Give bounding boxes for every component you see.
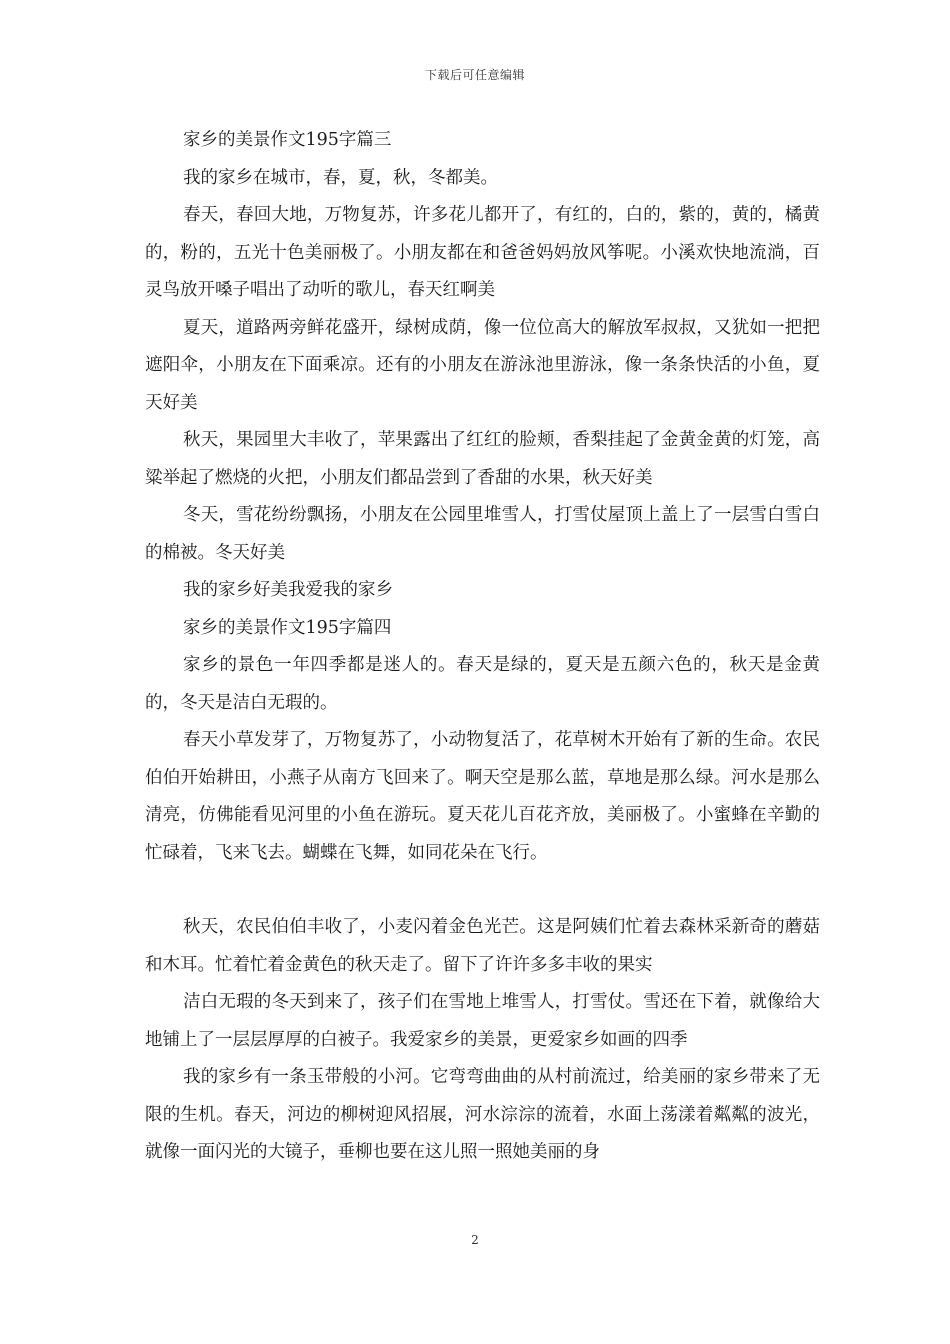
paragraph: 秋天，农民伯伯丰收了，小麦闪着金色光芒。这是阿姨们忙着去森林采新奇的蘑菇和木耳。忙着忙着金黄色的秋天走了。留下了许许多多丰收的果实 — [145, 917, 820, 975]
paragraph: 洁白无瑕的冬天到来了，孩子们在雪地上堆雪人，打雪仗。雪还在下着，就像给大地铺上了一层层厚厚的白被子。我爱家乡的美景，更爱家乡如画的四季 — [145, 992, 820, 1050]
paragraph: 我的家乡好美我爱我的家乡 — [183, 580, 393, 600]
paragraph: 夏天，道路两旁鲜花盛开，绿树成荫，像一位位高大的解放军叔叔，又犹如一把把遮阳伞，小朋友在下面乘凉。还有的小朋友在游泳池里游泳，像一条条快活的小鱼，夏天好美 — [145, 317, 820, 413]
section-title-4: 家乡的美景作文195字篇四 — [183, 617, 392, 638]
paragraph: 我的家乡在城市，春，夏，秋，冬都美。 — [183, 167, 498, 188]
paragraph: 冬天，雪花纷纷飘扬，小朋友在公园里堆雪人，打雪仗屋顶上盖上了一层雪白雪白的棉被。冬天好美 — [145, 505, 820, 563]
paragraph: 家乡的景色一年四季都是迷人的。春天是绿的，夏天是五颜六色的，秋天是金黄的，冬天是洁白无瑕的。 — [145, 655, 820, 713]
section-title-3: 家乡的美景作文195字篇三 — [183, 130, 392, 150]
paragraph: 春天，春回大地，万物复苏，许多花儿都开了，有红的，白的，紫的，黄的，橘黄的，粉的，五光十色美丽极了。小朋友都在和爸爸妈妈放风筝呢。小溪欢快地流淌，百灵鸟放开嗓子唱出了动听的歌儿，春天红啊美 — [145, 205, 820, 300]
paragraph: 秋天，果园里大丰收了，苹果露出了红红的脸颊，香梨挂起了金黄金黄的灯笼，高粱举起了燃烧的火把，小朋友们都品尝到了香甜的水果，秋天好美 — [145, 430, 820, 488]
page-number: 2 — [471, 1233, 479, 1247]
paragraph: 我的家乡有一条玉带般的小河。它弯弯曲曲的从村前流过，给美丽的家乡带来了无限的生机。春天，河边的柳树迎风招展，河水淙淙的流着，水面上荡漾着粼粼的波光，就像一面闪光的大镜子，垂柳也要在这儿照一照她美丽的身 — [145, 1067, 820, 1162]
paragraph: 春天小草发芽了，万物复苏了，小动物复活了，花草树木开始有了新的生命。农民伯伯开始耕田，小燕子从南方飞回来了。啊天空是那么蓝，草地是那么绿。河水是那么清亮，仿佛能看见河里的小鱼在游玩。夏天花儿百花齐放，美丽极了。小蜜蜂在辛勤的忙碌着，飞来飞去。蝴蝶在飞舞，如同花朵在飞行。 — [145, 730, 820, 863]
document-body — [145, 122, 820, 1172]
page-header: 下载后可任意编辑 — [424, 68, 525, 82]
